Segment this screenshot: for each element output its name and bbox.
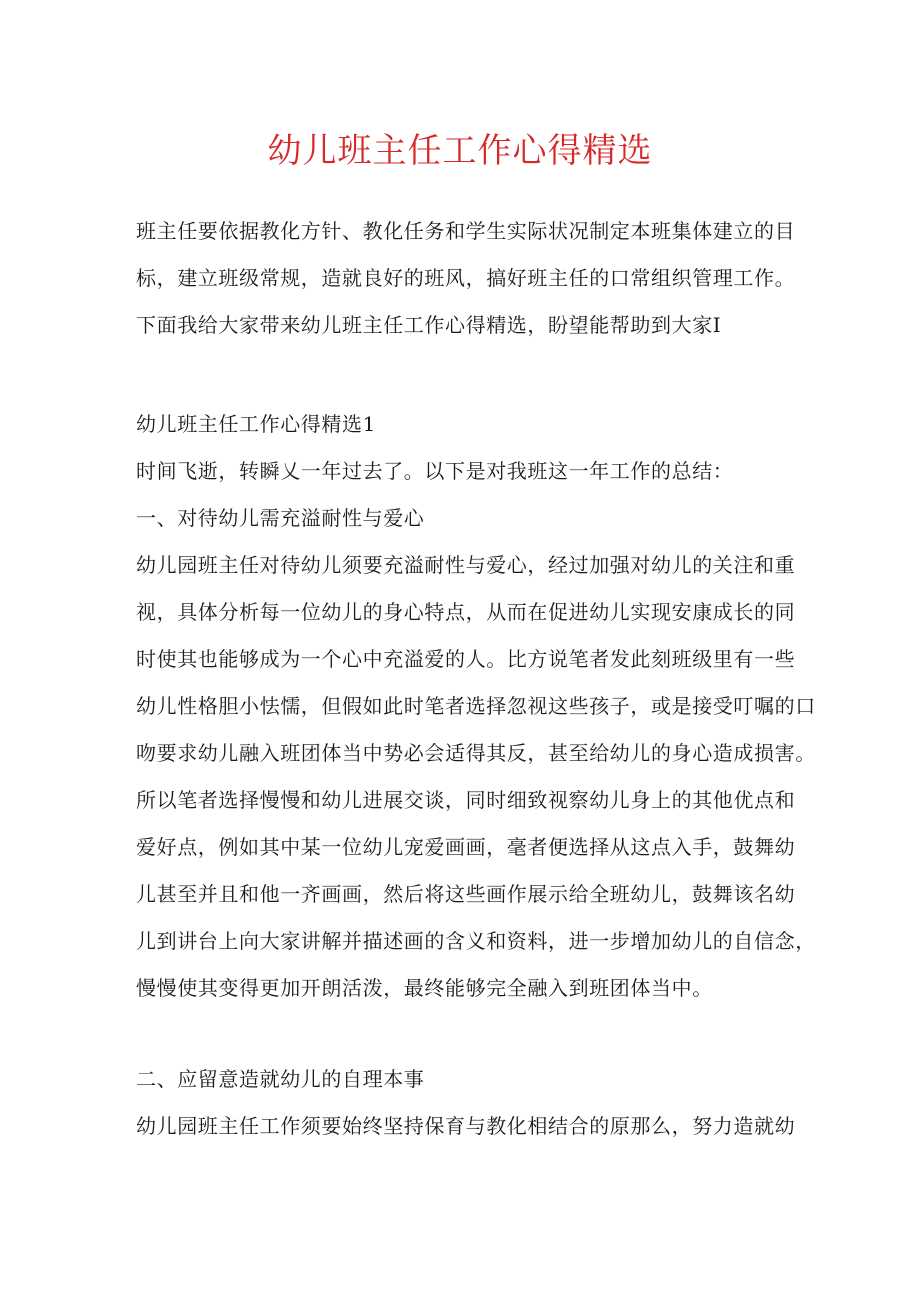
heading-two: 二、应留意造就幼儿的自理本事 — [136, 1067, 425, 1091]
section-block — [136, 401, 816, 1012]
paragraph-line: 爱好点，例如其中某一位幼儿宠爱画画，毫者便选择从这点入手，鼓舞幼 — [136, 835, 796, 859]
intro-paragraph — [136, 208, 796, 349]
paragraph-line: 时使其也能够成为一个心中充溢爱的人。比方说笔者发此刻班级里有一些 — [136, 647, 796, 671]
paragraph-line: 幼儿性格胆小怯懦，但假如此时笔者选择忽视这些孩子，或是接受叮嘱的口 — [136, 694, 816, 718]
intro-line: 下面我给大家带来幼儿班主任工作心得精选，盼望能帮助到大家I — [136, 313, 722, 337]
intro-line: 班主任要依据教化方针、教化任务和学生实际状况制定本班集体建立的目 — [136, 219, 796, 243]
section-title: 幼儿班主任工作心得精选1 — [136, 412, 376, 436]
opening-sentence: 时间飞逝，转瞬乂一年过去了。以下是对我班这一年工作的总结： — [136, 459, 734, 483]
paragraph-line: 幼儿园班主任对待幼儿须要充溢耐性与爱心，经过加强对幼儿的关注和重 — [136, 553, 796, 577]
paragraph-line: 视，具体分析每一位幼儿的身心特点，从而在促进幼儿实现安康成长的同 — [136, 600, 796, 624]
paragraph-line: 所以笔者选择慢慢和幼儿进展交谈，同时细致视察幼儿身上的其他优点和 — [136, 788, 796, 812]
paragraph-line: 吻要求幼儿融入班团体当中势必会适得其反，甚至给幼儿的身心造成损害。 — [136, 741, 816, 765]
paragraph-line: 慢慢使其变得更加开朗活泼，最终能够完全融入到班团体当中。 — [136, 976, 713, 1000]
section-two-block — [136, 1056, 796, 1150]
heading-one: 一、对待幼儿需充溢耐性与爱心 — [136, 506, 425, 530]
paragraph-line: 儿到讲台上向大家讲解并描述画的含义和资料，进一步增加幼儿的自信念， — [136, 929, 816, 953]
document-title: 幼儿班主任工作心得精选 — [267, 131, 653, 171]
paragraph-line: 幼儿园班主任工作须要始终坚持保育与教化相结合的原那么，努力造就幼 — [136, 1114, 796, 1138]
intro-line: 标，建立班级常规，造就良好的班风，搞好班主任的口常组织管理工作。 — [136, 266, 796, 290]
paragraph-line: 儿甚至并且和他一齐画画，然后将这些画作展示给全班幼儿，鼓舞该名幼 — [136, 882, 796, 906]
